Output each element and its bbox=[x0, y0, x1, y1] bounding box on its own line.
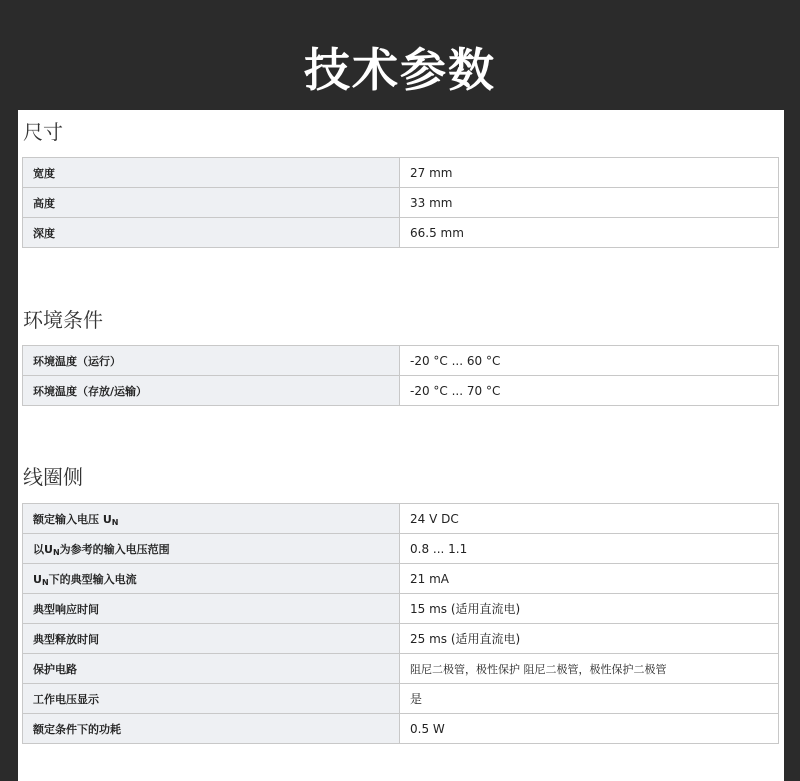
page-title: 技术参数 bbox=[304, 43, 496, 97]
page-header bbox=[0, 0, 800, 110]
table-row bbox=[23, 594, 779, 624]
spec-value: 0.8 ... 1.1 bbox=[400, 534, 779, 564]
spec-value: 0.5 W bbox=[400, 714, 779, 744]
section-title-environment: 环境条件 bbox=[23, 308, 103, 332]
coil-table bbox=[22, 503, 779, 744]
spec-value: 21 mA bbox=[400, 564, 779, 594]
spec-key: 保护电路 bbox=[23, 654, 400, 684]
section-title-dimensions: 尺寸 bbox=[23, 120, 63, 144]
table-row bbox=[23, 624, 779, 654]
spec-key: 宽度 bbox=[23, 158, 400, 188]
spec-value: 阻尼二极管，极性保护 阻尼二极管，极性保护二极管 bbox=[400, 654, 779, 684]
table-row bbox=[23, 534, 779, 564]
environment-table bbox=[22, 345, 779, 406]
spec-key: 额定条件下的功耗 bbox=[23, 714, 400, 744]
section-title-coil: 线圈侧 bbox=[23, 465, 83, 489]
table-row bbox=[23, 714, 779, 744]
table-row bbox=[23, 218, 779, 248]
spec-value: 33 mm bbox=[400, 188, 779, 218]
spec-value: 27 mm bbox=[400, 158, 779, 188]
spec-value: 是 bbox=[400, 684, 779, 714]
spec-value: 25 ms (适用直流电) bbox=[400, 624, 779, 654]
spec-value: 15 ms (适用直流电) bbox=[400, 594, 779, 624]
spec-key: 典型释放时间 bbox=[23, 624, 400, 654]
table-row bbox=[23, 504, 779, 534]
dimensions-table bbox=[22, 157, 779, 248]
table-row bbox=[23, 188, 779, 218]
table-row bbox=[23, 564, 779, 594]
spec-value: -20 °C ... 60 °C bbox=[400, 346, 779, 376]
table-row bbox=[23, 684, 779, 714]
spec-key: 典型响应时间 bbox=[23, 594, 400, 624]
spec-key: 环境温度（运行） bbox=[23, 346, 400, 376]
spec-key: $U_N$下的典型输入电流 bbox=[23, 564, 400, 594]
table-row bbox=[23, 158, 779, 188]
spec-key: 环境温度（存放/运输） bbox=[23, 376, 400, 406]
spec-sheet bbox=[18, 110, 784, 781]
spec-value: -20 °C ... 70 °C bbox=[400, 376, 779, 406]
table-row bbox=[23, 654, 779, 684]
spec-key: 以$U_N$为参考的输入电压范围 bbox=[23, 534, 400, 564]
spec-key: 深度 bbox=[23, 218, 400, 248]
spec-key: 工作电压显示 bbox=[23, 684, 400, 714]
table-row bbox=[23, 376, 779, 406]
spec-value: 24 V DC bbox=[400, 504, 779, 534]
spec-key: 额定输入电压 $U_N$ bbox=[23, 504, 400, 534]
table-row bbox=[23, 346, 779, 376]
spec-key: 高度 bbox=[23, 188, 400, 218]
spec-value: 66.5 mm bbox=[400, 218, 779, 248]
